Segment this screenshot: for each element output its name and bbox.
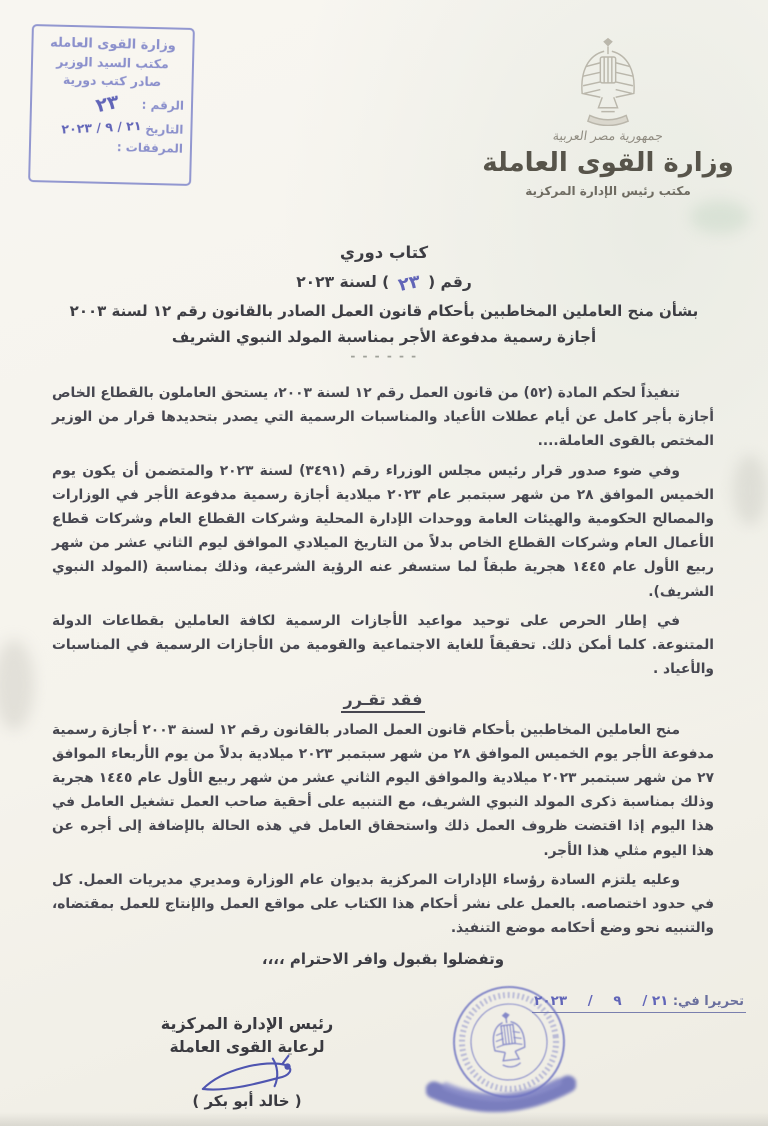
registry-stamp-type: صادر كتب دورية: [62, 71, 162, 90]
scan-edge-shadow: [0, 1112, 768, 1126]
document-number-line: [0, 270, 768, 297]
document-number-value: ٢٣: [396, 270, 423, 297]
paragraph-legal-basis: تنفيذاً لحكم المادة (٥٢) من قانون العمل رقم ١٢ لسنة ٢٠٠٣، يستحق العاملون بالقطاع الخاص أجازة بأجر كامل عن أيام عطلات الأعياد والمناسبات الرسمية التي يصدر بتحديدها قرار من الوزير المختص بالقوى العاملة....: [52, 385, 714, 450]
registry-number-label: الرقم :: [141, 97, 185, 113]
signer-name: ( خالد أبو بكر ): [192, 1092, 302, 1110]
registry-date-label: التاريخ: [145, 121, 184, 137]
scan-artifact: [690, 200, 750, 234]
written-on-label: تحريرا في:: [672, 994, 744, 1009]
registry-stamp-office: مكتب السيد الوزير: [56, 53, 169, 72]
scan-artifact: [733, 455, 767, 525]
registry-stamp-ministry: وزارة القوى العامله: [49, 35, 177, 54]
paragraph-unification-goal: في إطار الحرص على توحيد مواعيد الأجازات الرسمية لكافة العاملين بقطاعات الدولة المتنوعة. كلما أمكن ذلك. تحقيقاً للغاية الاجتماعية والقومية من الأجازات الرسمية في المناسبات والأعياد .: [52, 612, 714, 678]
subject-line-2: أجازة رسمية مدفوعة الأجر بمناسبة المولد النبوي الشريف: [171, 328, 597, 346]
document-type: كتاب دوري: [339, 243, 429, 262]
document-number-prefix: رقم (: [428, 273, 472, 291]
title-block: [0, 243, 768, 363]
subject-line-1: بشأن منح العاملين المخاطبين بأحكام قانون العمل الصادر بالقانون رقم ١٢ لسنة ٢٠٠٣: [69, 302, 699, 320]
registry-number-value: ٢٣: [94, 90, 122, 118]
decision-heading: فقد تقـرر: [52, 688, 714, 712]
closing-salutation: وتفضلوا بقبول وافر الاحترام ،،،،: [261, 950, 505, 969]
paragraph-decision: منح العاملين المخاطبين بأحكام قانون العمل الصادر بالقانون رقم ١٢ لسنة ٢٠٠٣ أجازة رسمية مدفوعة الأجر يوم الخميس الموافق ٢٨ من شهر سبتمبر ٢٠٢٣ ميلادية بدلاً من يوم الأربعاء الموافق ٢٧ من شهر سبتمبر ٢٠٢٣ ميلادية والموافق اليوم الثاني عشر من شهر ربيع الأول عام ١٤٤٥ هجرية وذلك بمناسبة ذكرى المولد النبوي الشريف، مع التنبيه على أحقية صاحب العمل تشغيل العامل في هذا اليوم إذا اقتضت ظروف العمل ذلك واستحقاق العامل في هذه الحالة بالإضافة إلى أجره عن هذا اليوم مثلي هذا الأجر.: [52, 721, 715, 859]
scan-artifact: [0, 640, 34, 730]
document-number-suffix: ) لسنة ٢٠٢٣: [296, 273, 390, 291]
paragraph-cabinet-decree: وفي ضوء صدور قرار رئيس مجلس الوزراء رقم (٣٤٩١) لسنة ٢٠٢٣ والمتضمن أن يكون يوم الخميس الموافق ٢٨ من شهر سبتمبر عام ٢٠٢٣ ميلادية أجازة رسمية مدفوعة الأجر في الوزارات والمصالح الحكومية والهيئات العامة ووحدات الإدارة المحلية وشركات القطاع العام وشركات قطاع الأعمال العام وشركات القطاع الخاص بدلاً من التاريخ الميلادي الموافق ليوم الثاني عشر من شهر ربيع الأول عام ١٤٤٥ هجرية طبقاً لما ستسفر عنه الرؤية الشرعية، وذلك بمناسبة (المولد النبوي الشريف).: [52, 462, 715, 600]
republic-name: جمهورية مصر العربية: [551, 128, 665, 143]
title-separator: - - - - - -: [350, 349, 418, 363]
registry-stamp-number-row: [39, 91, 184, 117]
registry-stamp-attachments-row: [38, 138, 183, 156]
ministry-name: وزارة القوى العاملة: [482, 148, 734, 178]
registry-stamp-date-row: [38, 118, 183, 137]
registry-stamp: [28, 24, 195, 186]
signer-title-line2: لرعاية القوى العاملة: [169, 1038, 325, 1056]
written-on-day: ٢١: [651, 993, 669, 1009]
registry-attachments-label: المرفقات :: [116, 140, 184, 156]
paragraph-instructions: وعليه يلتزم السادة رؤساء الإدارات المركزية بديوان عام الوزارة ومديري مديريات العمل. كل في حدود اختصاصه. بالعمل على نشر أحكام هذا الكتاب على مواقع العمل والإنتاج للعمل بمقتضاه، والتنبيه نحو وضع أحكامه موضع التنفيذ.: [52, 871, 714, 937]
ink-smudge: [426, 1072, 576, 1120]
letter-body: [52, 381, 714, 977]
office-name: مكتب رئيس الإدارة المركزية: [525, 184, 691, 198]
letterhead: [458, 34, 758, 198]
egypt-eagle-emblem-icon: [569, 34, 647, 126]
signer-title-line1: رئيس الإدارة المركزية: [160, 1014, 334, 1033]
signature-block: [128, 1014, 366, 1110]
registry-date-value: ٢١ / ٩ / ٢٠٢٣: [61, 117, 142, 137]
written-on-rest: / ٩ / ٢٠٢٣: [534, 993, 648, 1009]
